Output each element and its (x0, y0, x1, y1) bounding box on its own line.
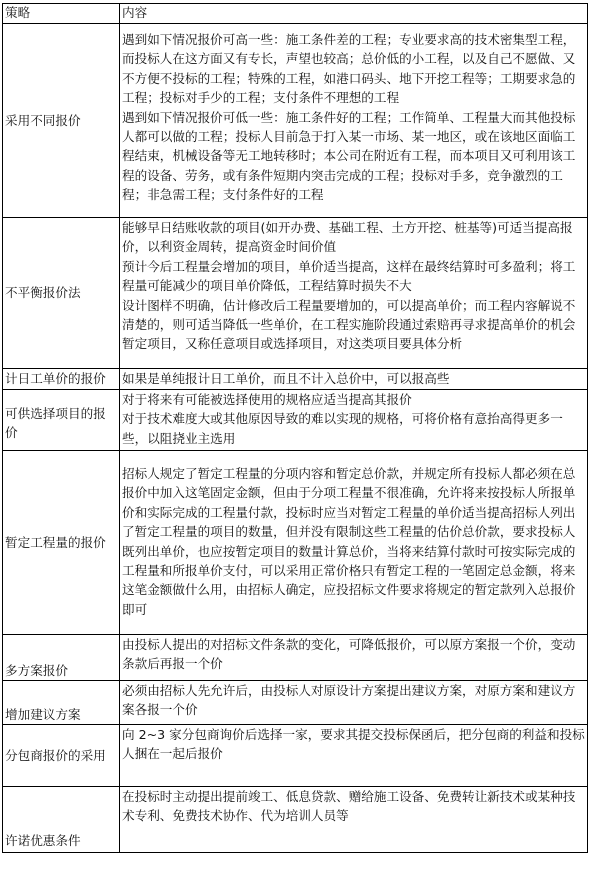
table-row (3, 725, 588, 787)
content-cell (120, 725, 588, 787)
content-cell (120, 681, 588, 725)
strategy-cell: 多方案报价 (3, 635, 120, 681)
content-paragraph: 招标人规定了暂定工程量的分项内容和暂定总价款，并规定所有投标人都必须在总报价中加入这笔固定金额，但由于分项工程量不很准确，允许将来按投标人所报单价和实际完成的工程量付款，投标时应当对暂定工程量的单价适当提高招标人列出了暂定工程量的项目的数量，但并没有限制这些工程量的估价总价款，要求投标人既列出单价，也应按暂定项目的数量计算总价，当将来结算付款时可按实际完成的工程量和所报单价支付，可以采用正常价格只有暂定工程的一笔固定总金额，将来这笔金额做什么用，由招标人确定，应投招标文件要求将规定的暂定款列入总报价即可 (122, 466, 576, 617)
table-row (3, 390, 588, 451)
strategy-cell: 增加建议方案 (3, 681, 120, 725)
content-cell (120, 369, 588, 390)
table-row (3, 681, 588, 725)
content-paragraph: 向 2~3 家分包商询价后选择一家，要求其提交投标保函后，把分包商的利益和投标人捆在一起后报价 (122, 727, 585, 762)
document-page (2, 3, 588, 853)
content-paragraph: 遇到如下情况报价可低一些：施工条件好的工程；工作简单、工程量大而其他投标人都可以做的工程；投标人目前急于打入某一市场、某一地区，或在该地区面临工程结束，机械设备等无工地转移时；本公司在附近有工程，而本项目又可利用该工程的设备、劳务，或有条件短期内突击完成的工程；投标对手多，竞争激烈的工程；非急需工程；支付条件好的工程 (122, 109, 576, 203)
table-row (3, 635, 588, 681)
strategy-cell: 可供选择项目的报价 (3, 390, 120, 451)
content-paragraph: 必须由招标人先允许后，由投标人对原设计方案提出建议方案，对原方案和建议方案各报一个价 (122, 683, 576, 718)
content-paragraph: 如果是单纯报计日工单价，而且不计入总价中，可以报高些 (122, 371, 450, 386)
content-cell (120, 787, 588, 853)
table-row (3, 369, 588, 390)
content-paragraph: 设计图样不明确，估计修改后工程量要增加的，可以提高单价；而工程内容解说不清楚的，则可适当降低一些单价，在工程实施阶段通过索赔再寻求提高单价的机会暂定项目，又称任意项目或选择项目，对这类项目要具体分析 (122, 297, 576, 352)
table-row (3, 787, 588, 853)
bidding-strategy-table (2, 3, 588, 853)
strategy-cell: 许诺优惠条件 (3, 787, 120, 853)
content-cell (120, 451, 588, 635)
content-paragraph: 对于技术难度大或其他原因导致的难以实现的规格，可将价格有意抬高得更多一些，以阻挠业主选用 (122, 411, 563, 446)
content-paragraph: 对于将来有可能被选择使用的规格应适当提高其报价 (122, 392, 412, 407)
strategy-cell: 采用不同报价 (3, 24, 120, 218)
strategy-cell: 暂定工程量的报价 (3, 451, 120, 635)
table-header-row (3, 4, 588, 24)
content-cell (120, 218, 588, 369)
header-strategy: 策略 (3, 4, 120, 24)
content-paragraph: 遇到如下情况报价可高一些：施工条件差的工程；专业要求高的技术密集型工程，而投标人在这方面又有专长，声望也较高；总价低的小工程，以及自己不愿做、又不方便不投标的工程；特殊的工程，如港口码头、地下开挖工程等；工期要求急的工程；投标对手少的工程；支付条件不理想的工程 (122, 32, 576, 106)
content-paragraph: 预计今后工程量会增加的项目，单价适当提高，这样在最终结算时可多盈利；将工程量可能减少的项目单价降低，工程结算时损失不大 (122, 258, 576, 294)
content-paragraph: 由投标人提出的对招标文件条款的变化，可降低报价，可以原方案报一个价，变动条款后再报一个价 (122, 637, 576, 672)
table-row (3, 451, 588, 635)
content-cell (120, 635, 588, 681)
table-row (3, 24, 588, 218)
content-cell (120, 24, 588, 218)
content-paragraph: 能够早日结账收款的项目(如开办费、基础工程、土方开挖、桩基等)可适当提高报价，以利资金周转，提高资金时间价值 (122, 220, 573, 255)
strategy-cell: 不平衡报价法 (3, 218, 120, 369)
table-row (3, 218, 588, 369)
content-cell (120, 390, 588, 451)
strategy-cell: 计日工单价的报价 (3, 369, 120, 390)
strategy-cell: 分包商报价的采用 (3, 725, 120, 787)
content-paragraph: 在投标时主动提出提前竣工、低息贷款、赠给施工设备、免费转让新技术或某种技术专利、免费技术协作、代为培训人员等 (122, 789, 576, 824)
header-content: 内容 (120, 4, 588, 24)
